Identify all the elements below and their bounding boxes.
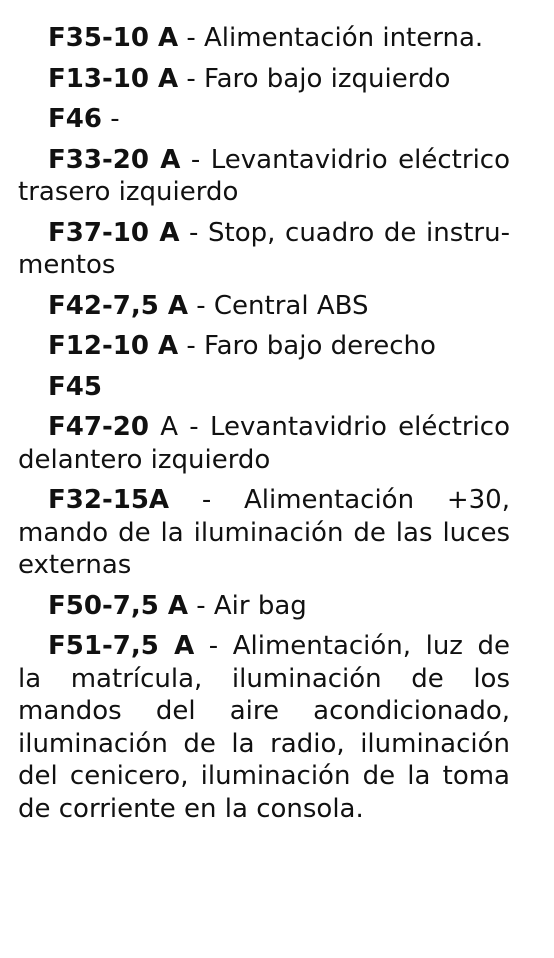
fuse-code: F12-10 A [48,331,179,361]
fuse-separator: - [178,23,205,53]
fuse-code: F50-7,5 A [48,590,188,621]
fuse-description: Stop, cuadro de instrumentos [18,217,510,280]
fuse-separator: - [169,485,244,515]
fuse-separator: - [194,631,233,661]
fuse-code: F42-7,5 A [48,290,188,321]
fuse-entry-f50 [18,590,510,623]
fuse-separator: - [180,144,211,175]
fuse-description: Alimentación +30, mando de la iluminación de las luces externas [18,485,510,580]
fuse-description: Central ABS [213,290,369,321]
fuse-description: Faro bajo derecho [204,331,436,361]
fuse-entry-f13 [18,63,510,96]
fuse-entry-f45 [18,371,510,404]
fuse-separator: - [187,590,214,621]
fuse-entry-f42 [18,290,510,323]
fuse-code: F33-20 A [48,144,181,175]
fuse-description: Alimentación, luz de la matrícula, iluminación de los mandos del aire acondicionado, iluminación de la radio, iluminación del cenicero, iluminación de la toma de corriente en la consola. [18,631,510,824]
fuse-entry-f46 [18,103,510,136]
fuse-description: Faro bajo izquierdo [204,63,451,94]
fuse-code: F13-10 A [48,63,179,94]
fuse-separator: A - [148,412,210,442]
fuse-entry-f47 [18,411,510,476]
fuse-entry-f51 [18,630,510,825]
fuse-description: Levantavidrio eléctrico trasero izquierdo [18,144,510,207]
fuse-description: Air bag [213,590,307,621]
fuse-list [18,22,510,833]
fuse-code: F45 [48,371,102,402]
fuse-entry-f33 [18,144,510,209]
fuse-separator: - [178,63,205,94]
fuse-separator: - [187,290,214,321]
fuse-code: F32-15A [48,485,170,515]
fuse-entry-f32 [18,484,510,582]
fuse-description: Alimentación interna. [204,23,484,53]
fuse-code: F46 [48,104,102,134]
fuse-code: F47-20 [48,412,149,442]
fuse-code: F35-10 A [48,23,179,53]
fuse-separator: - [178,331,205,361]
fuse-separator: - [179,217,209,248]
fuse-entry-f35 [18,22,510,55]
fuse-entry-f12 [18,330,510,363]
fuse-separator: - [101,104,120,134]
fuse-description: Levantavidrio eléctrico delantero izquierdo [18,412,511,475]
fuse-code: F51-7,5 A [48,631,195,661]
fuse-code: F37-10 A [48,217,180,248]
fuse-entry-f37 [18,217,510,282]
